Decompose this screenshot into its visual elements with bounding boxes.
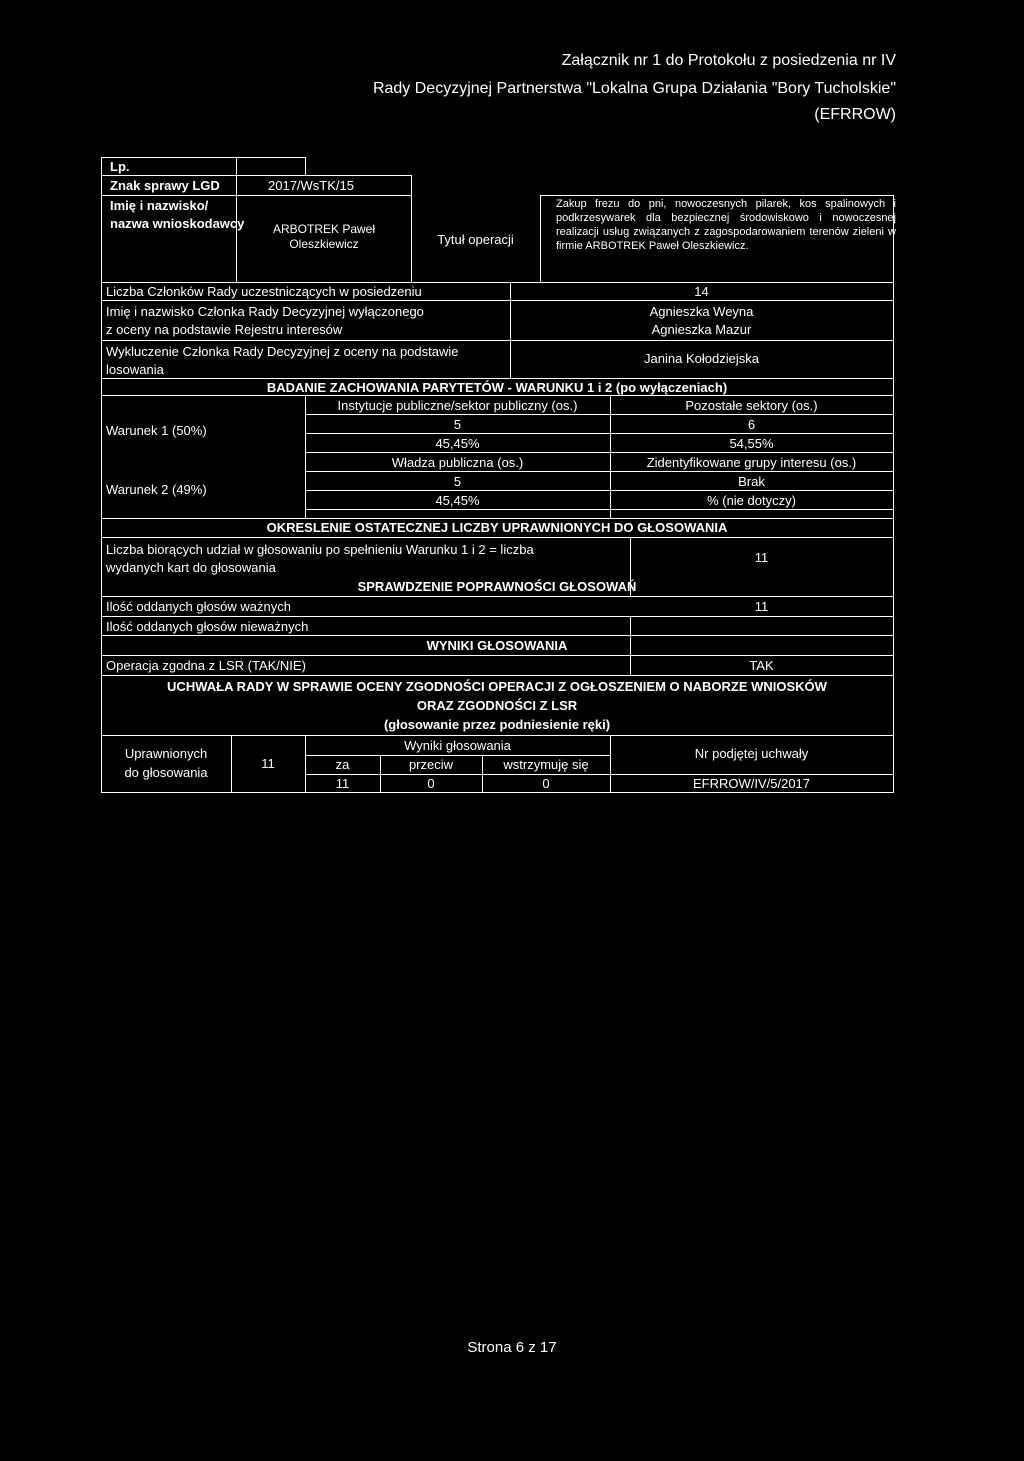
lottery-value: Janina Kołodziejska <box>644 351 759 366</box>
applicant-value-2: Oleszkiewicz <box>289 237 359 251</box>
lottery-label-2: losowania <box>106 362 164 377</box>
excluded-member-2: Agnieszka Mazur <box>651 322 752 337</box>
applicant-label-1: Imię i nazwisko/ <box>110 198 209 213</box>
valid-votes-value: 11 <box>754 599 769 614</box>
members-count-label: Liczba Członków Rady uczestniczących w posiedzeniu <box>106 284 422 299</box>
eligible-value: 11 <box>754 550 769 565</box>
votes-heading: Wyniki głosowania <box>404 738 511 753</box>
votes-against-value: 0 <box>427 776 435 791</box>
condition-2-authority-pct: 45,45% <box>435 493 480 508</box>
resolution-eligible-label-1: Uprawnionych <box>124 746 208 761</box>
resolution-heading-3: (głosowanie przez podniesienie ręki) <box>383 717 611 732</box>
header-line-3: (EFRROW) <box>814 106 896 123</box>
applicant-value-1: ARBOTREK Paweł <box>272 222 376 236</box>
excluded-label-2: z oceny na podstawie Rejestru interesów <box>106 322 343 337</box>
parity-col-public: Instytucje publiczne/sektor publiczny (os.) <box>337 398 578 413</box>
valid-votes-label: Ilość oddanych głosów ważnych <box>106 599 291 614</box>
resolution-number-label: Nr podjętej uchwały <box>694 746 809 761</box>
eligible-label-1: Liczba biorących udział w głosowaniu po spełnieniu Warunku 1 i 2 = liczba <box>106 542 534 557</box>
excluded-label-1: Imię i nazwisko Członka Rady Decyzyjnej wyłączonego <box>106 304 424 319</box>
resolution-eligible-label-2: do głosowania <box>124 765 208 780</box>
resolution-heading-2: ORAZ ZGODNOŚCI Z LSR <box>416 698 578 713</box>
invalid-votes-label: Ilość oddanych głosów nieważnych <box>106 619 309 634</box>
condition-1-public: 5 <box>453 417 462 432</box>
votes-abstain-label: wstrzymuję się <box>503 757 589 772</box>
votes-abstain-value: 0 <box>542 776 550 791</box>
check-heading: SPRAWDZENIE POPRAWNOŚCI GŁOSOWAŃ <box>357 579 637 594</box>
condition-1-other: 6 <box>747 417 756 432</box>
condition-2-label: Warunek 2 (49%) <box>106 482 207 497</box>
title-value: Zakup frezu do pni, nowoczesnych pilarek, kos spalinowych i podkrzesywarek dla bezpiecznej środowiskowo i nowoczesnej realizacji usług związanych z zagospodarowaniem terenów zieleni w firmie ARBOTREK Paweł Oleszkiewicz. <box>556 198 896 252</box>
case-value: 2017/WsTK/15 <box>268 178 354 193</box>
condition-2-interest: Brak <box>738 474 765 489</box>
parity-col-authority: Władza publiczna (os.) <box>391 455 524 470</box>
parity-heading: BADANIE ZACHOWANIA PARYTETÓW - WARUNKU 1 i 2 (po wyłączeniach) <box>266 380 728 395</box>
condition-1-other-pct: 54,55% <box>729 436 774 451</box>
lsr-value: TAK <box>749 658 774 673</box>
page-number: Strona 6 z 17 <box>467 1339 557 1356</box>
case-label: Znak sprawy LGD <box>110 178 220 193</box>
condition-1-label: Warunek 1 (50%) <box>106 423 207 438</box>
parity-col-interest: Zidentyfikowane grupy interesu (os.) <box>646 455 857 470</box>
condition-1-public-pct: 45,45% <box>435 436 480 451</box>
results-heading: WYNIKI GŁOSOWANIA <box>426 638 568 653</box>
lsr-label: Operacja zgodna z LSR (TAK/NIE) <box>106 658 306 673</box>
excluded-member-1: Agnieszka Weyna <box>649 304 754 319</box>
resolution-heading-1: UCHWAŁA RADY W SPRAWIE OCENY ZGODNOŚCI OPERACJI Z OGŁOSZENIEM O NABORZE WNIOSKÓW <box>167 679 827 694</box>
lp-label: Lp. <box>110 159 130 174</box>
parity-col-other: Pozostałe sektory (os.) <box>685 398 818 413</box>
condition-2-interest-pct: % (nie dotyczy) <box>707 493 796 508</box>
votes-for-value: 11 <box>335 776 350 791</box>
resolution-number-value: EFRROW/IV/5/2017 <box>692 776 811 791</box>
lottery-label-1: Wykluczenie Członka Rady Decyzyjnej z oceny na podstawie <box>106 344 459 359</box>
header-line-2: Rady Decyzyjnej Partnerstwa "Lokalna Grupa Działania "Bory Tucholskie" <box>372 80 896 97</box>
title-label: Tytuł operacji <box>437 232 514 247</box>
eligible-label-2: wydanych kart do głosowania <box>106 560 276 575</box>
header-line-1: Załącznik nr 1 do Protokołu z posiedzenia nr IV <box>561 52 896 69</box>
eligible-heading: OKRESLENIE OSTATECZNEJ LICZBY UPRAWNIONYCH DO GŁOSOWANIA <box>266 520 728 535</box>
votes-for-label: za <box>335 757 350 772</box>
votes-against-label: przeciw <box>408 757 454 772</box>
condition-2-authority: 5 <box>453 474 462 489</box>
applicant-label-2: nazwa wnioskodawcy <box>110 216 245 231</box>
resolution-eligible-value: 11 <box>261 756 275 771</box>
members-count-value: 14 <box>694 284 709 299</box>
